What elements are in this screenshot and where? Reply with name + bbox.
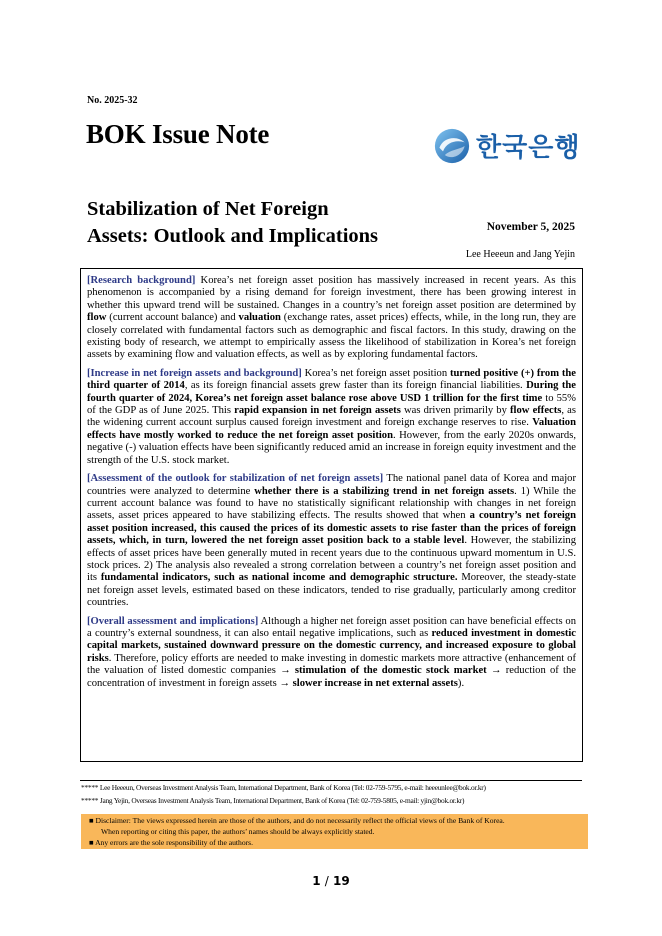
disclaimer-line-2: When reporting or citing this paper, the authors’ names should be always explicitly stated. — [101, 827, 375, 836]
bold-text: slower increase in net external assets — [292, 677, 458, 689]
body-text: Korea’s net foreign asset position — [301, 367, 450, 379]
summary-paragraph-research-background — [87, 275, 576, 362]
bold-text: whether there is a stabilizing trend in net foreign assets — [254, 485, 515, 497]
bold-text: valuation — [238, 312, 281, 324]
footnote-author-2: ***** Jang Yejin, Overseas Investment Analysis Team, International Department, Bank of Korea (Tel: 02-759-5805, e-mail: yjin@bok.or.kr) — [81, 795, 465, 805]
paper-title-line-1: Stabilization of Net Foreign — [87, 198, 329, 220]
paper-title-line-2: Assets: Outlook and Implications — [87, 225, 379, 247]
bold-text: a country’s net foreign asset position increased, this caused the prices of its domestic assets to rise faster than the prices of foreign assets, which, in turn, lowered the net foreign asset position back to a stable level — [87, 510, 576, 547]
body-text: . However, the stabilizing effects of asset prices have been generally muted in recent years due to the continuous upward momentum in U.S. stock prices. 2) The analysis also revealed a strong correlation between a country’s net foreign asset position and its — [87, 535, 576, 584]
series-title: BOK Issue Note — [86, 119, 270, 149]
page-total: 19 — [333, 874, 350, 888]
bank-of-korea-logo-icon — [434, 128, 470, 164]
body-text: (exchange rates, asset prices) effects, while, in the long run, they are closely correlated with fundamental factors such as demographic and fiscal factors. In this study, drawing on the existing body of research, we attempt to empirically assess the likelihood of stabilization in Korea’s net foreign assets by examining flow and valuation effects, as well as by exploring fundamental factors. — [87, 312, 576, 361]
bold-text: turned positive (+) from the third quarter of 2014 — [87, 367, 576, 392]
logo-text: 한국은행 — [476, 133, 581, 163]
body-text: . However, from the early 2020s onwards, negative (-) valuation effects have been significantly reduced amid an increase in foreign equity investment and the strength of the U.S. stock market. — [87, 429, 576, 466]
bold-text: flow — [87, 312, 107, 324]
body-text: Although a higher net foreign asset position can have beneficial effects on a country’s external soundness, it can also entail negative implications, such as — [87, 615, 576, 639]
disclaimer-line-1: ■ Disclaimer: The views expressed herein are those of the authors, and do not necessarily reflect the official views of the Bank of Korea. — [89, 816, 505, 825]
disclaimer-box — [81, 814, 588, 849]
body-text: , as the widening current account surplus caused foreign investment and foreign exchange reserves to rise. — [87, 405, 576, 429]
disclaimer-line-3: ■ Any errors are the sole responsibility of the authors. — [89, 838, 254, 847]
footnotes — [81, 782, 486, 807]
summary-paragraph-implications — [87, 616, 576, 690]
bold-text: During the fourth quarter of 2024, Korea’s net foreign asset balance rose above USD 1 trillion for the first time — [87, 380, 577, 404]
section-heading: [Increase in net foreign assets and background] — [87, 367, 302, 379]
bold-text: Valuation effects have mostly worked to reduce the net foreign asset position — [87, 417, 576, 441]
issue-number: No. 2025-32 — [87, 95, 138, 106]
section-heading: [Overall assessment and implications] — [87, 615, 259, 627]
bank-logo — [434, 127, 580, 164]
paper-title — [87, 196, 427, 250]
body-text: ). — [457, 677, 465, 689]
page-number — [0, 874, 662, 888]
publication-date: November 5, 2025 — [486, 221, 575, 233]
bold-text: reduced investment in domestic capital markets, sustained downward pressure on the domestic currency, and increased exposure to global risks — [87, 627, 576, 664]
footnote-author-1: ***** Lee Heeeun, Overseas Investment Analysis Team, International Department, Bank of Korea (Tel: 02-759-5795, e-mail: heeeunlee@bok.or.kr) — [81, 783, 486, 792]
body-text: Korea’s net foreign asset position has massively increased in recent years. As this phenomenon is accompanied by a rising demand for foreign investment, there has been growing interest in whether this upward trend will be sustained. Changes in a country’s net foreign asset position are determined by — [87, 275, 576, 311]
bold-text: rapid expansion in net foreign assets — [234, 405, 401, 417]
body-text: , as its foreign financial assets grew faster than its foreign financial liabilities. — [184, 380, 527, 392]
page-separator: / — [324, 874, 329, 888]
body-text: → reduction of the concentration of investment in foreign assets → — [87, 665, 576, 689]
body-text: . 1) While the current account balance was found to have no statistically significant relationship with changes in net foreign assets, asset prices appeared to have stabilizing effects. The results showed that when — [87, 485, 576, 522]
authors: Lee Heeeun and Jang Yejin — [465, 249, 575, 260]
body-text: (current account balance) and — [106, 312, 239, 324]
section-heading: [Research background] — [87, 275, 196, 286]
summary-box — [80, 268, 583, 762]
body-text: . Therefore, policy efforts are needed to make investing in domestic markets more attractive (enhancement of the valuation of listed domestic companies → — [87, 652, 576, 677]
body-text: to 55% of the GDP as of June 2025. This — [87, 392, 576, 417]
page-current: 1 — [312, 874, 321, 888]
summary-paragraph-assessment — [87, 473, 576, 609]
body-text: Moreover, the steady-state net foreign asset levels, estimated based on these indicators, tended to rise gradually, particularly among creditor countries. — [87, 572, 576, 609]
footnote-divider — [80, 780, 582, 781]
bold-text: flow effects — [510, 405, 562, 417]
bold-text: fundamental indicators, such as national income and demographic structure. — [100, 572, 458, 584]
section-heading: [Assessment of the outlook for stabilization of net foreign assets] — [87, 473, 384, 485]
body-text: was driven primarily by — [400, 405, 511, 417]
bold-text: stimulation of the domestic stock market — [294, 665, 487, 677]
body-text: The national panel data of Korea and major countries were analyzed to determine — [87, 473, 576, 497]
summary-paragraph-increase — [87, 368, 576, 467]
